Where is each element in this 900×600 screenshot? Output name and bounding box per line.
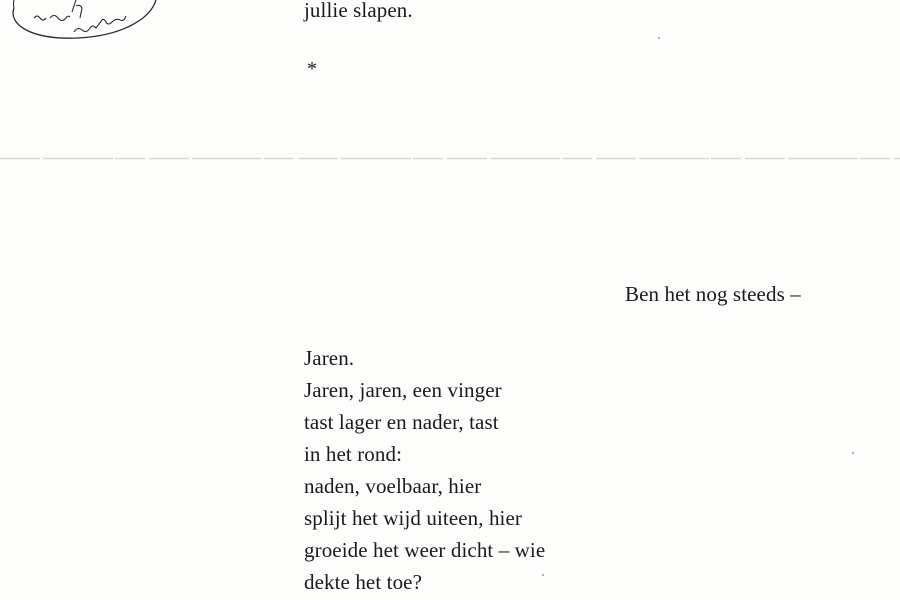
poem-title: Ben het nog steeds – xyxy=(625,282,801,306)
poem-line: Jaren. xyxy=(304,346,355,370)
top-text-fragment: jullie slapen. xyxy=(304,0,413,22)
poem-line: tast lager en nader, tast xyxy=(304,410,499,434)
poem-line: splijt het wijd uiteen, hier xyxy=(304,506,523,530)
handwritten-annotation xyxy=(0,0,160,42)
section-separator-mark: * xyxy=(307,58,318,80)
poem-body xyxy=(304,342,545,598)
poem-line: in het rond: xyxy=(304,442,403,466)
paper-speck xyxy=(542,574,544,576)
poem-line: dekte het toe? xyxy=(304,570,423,594)
paper-speck xyxy=(658,37,660,39)
page-fold-line xyxy=(0,157,900,160)
poem-line: naden, voelbaar, hier xyxy=(304,474,482,498)
paper-speck xyxy=(852,452,854,454)
poem-line: groeide het weer dicht – wie xyxy=(304,538,546,562)
poem-line: Jaren, jaren, een vinger xyxy=(304,378,502,402)
